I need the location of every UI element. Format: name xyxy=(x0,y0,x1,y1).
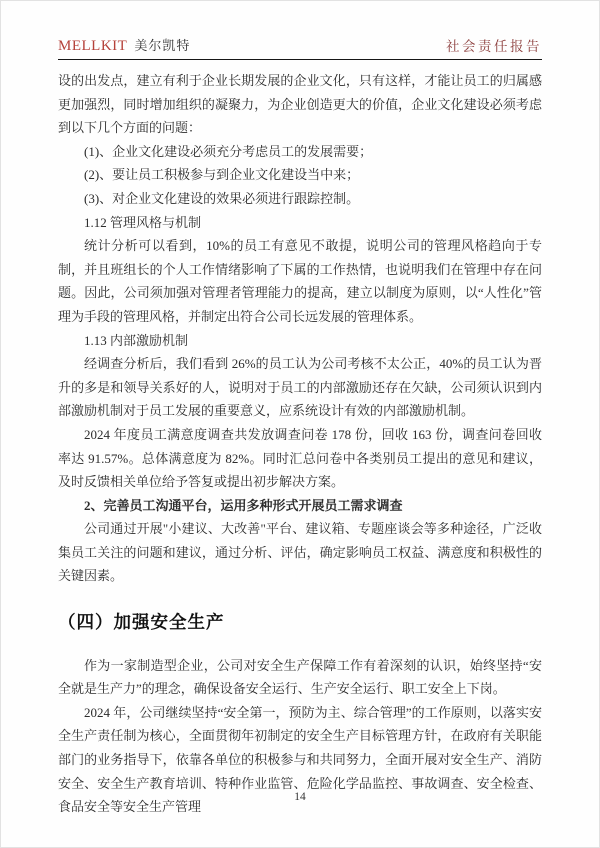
list-item-3: (3)、对企业文化建设的效果必须进行跟踪控制。 xyxy=(84,190,360,206)
company-logo xyxy=(58,35,190,55)
report-title: 社会责任报告 xyxy=(446,39,542,54)
paragraph-safety-concept: 作为一家制造型企业，公司对安全生产保障工作有着深刻的认识，始终坚持“安全就是生产力”的理念，确保设备安全运行、生产安全运行、职工安全上下岗。 xyxy=(58,657,542,697)
paragraph-satisfaction-survey: 2024 年度员工满意度调查共发放调查问卷 178 份，回收 163 份，调查问卷回收率达 91.57%。总体满意度为 82%。同时汇总问卷中各类别员工提出的意见和建议，及时反馈相关单位给予答复或提出初步解决方案。 xyxy=(58,426,542,490)
paragraph-suggestion-platform: 公司通过开展"小建议、大改善"平台、建议箱、专题座谈会等多种途径，广泛收集员工关注的问题和建议，通过分析、评估，确定影响员工权益、满意度和积极性的关键因素。 xyxy=(58,521,542,584)
page-number: 14 xyxy=(294,791,306,803)
paragraph-safety-2024: 2024 年，公司继续坚持“安全第一，预防为主、综合管理”的工作原则，以落实安全生产责任制为核心，全面贯彻年初制定的安全生产目标管理方针，在政府有关职能部门的业务指导下，依靠各单位的积极参与和共同努力，全面开展对安全生产、消防安全、安全生产教育培训、特种作业监管、危险化学品监控、事故调查、安全检查、食品安全等安全生产管理 xyxy=(58,704,542,815)
page-header xyxy=(58,35,542,60)
section-heading-safety: （四）加强安全生产 xyxy=(58,612,225,633)
logo-cjk-text: 美尔凯特 xyxy=(134,38,191,53)
bold-item-communication: 2、完善员工沟通平台，运用多种形式开展员工需求调查 xyxy=(84,497,403,513)
logo-latin-text: MELLKIT xyxy=(58,38,128,54)
document-body xyxy=(58,69,542,819)
page-footer xyxy=(1,791,599,803)
paragraph-culture-continuation: 设的出发点，建立有利于企业长期发展的企业文化，只有这样，才能让员工的归属感更加强烈，同时增加组织的凝聚力，为企业创造更大的价值，企业文化建设必须考虑到以下几个方面的问题： xyxy=(58,73,542,136)
subsection-heading-1-12: 1.12 管理风格与机制 xyxy=(84,214,202,230)
subsection-heading-1-13: 1.13 内部激励机制 xyxy=(84,332,189,348)
paragraph-management-style: 统计分析可以看到，10%的员工有意见不敢提，说明公司的管理风格趋向于专制，并且班组长的个人工作情绪影响了下属的工作热情，也说明我们在管理中存在问题。因此，公司须加强对管理者管理能力的提高，建立以制度为原则，以“人性化”管理为手段的管理风格，并制定出符合公司长远发展的管理体系。 xyxy=(58,238,542,324)
list-item-1: (1)、企业文化建设必须充分考虑员工的发展需要； xyxy=(84,143,373,159)
paragraph-incentive-mechanism: 经调查分析后，我们看到 26%的员工认为公司考核不太公正，40%的员工认为晋升的多是和领导关系好的人，说明对于员工的内部激励还存在欠缺，公司须认识到内部激励机制对于员工发展的重要意义，应系统设计有效的内部激励机制。 xyxy=(58,356,542,419)
list-item-2: (2)、要让员工积极参与到企业文化建设当中来； xyxy=(84,167,360,183)
